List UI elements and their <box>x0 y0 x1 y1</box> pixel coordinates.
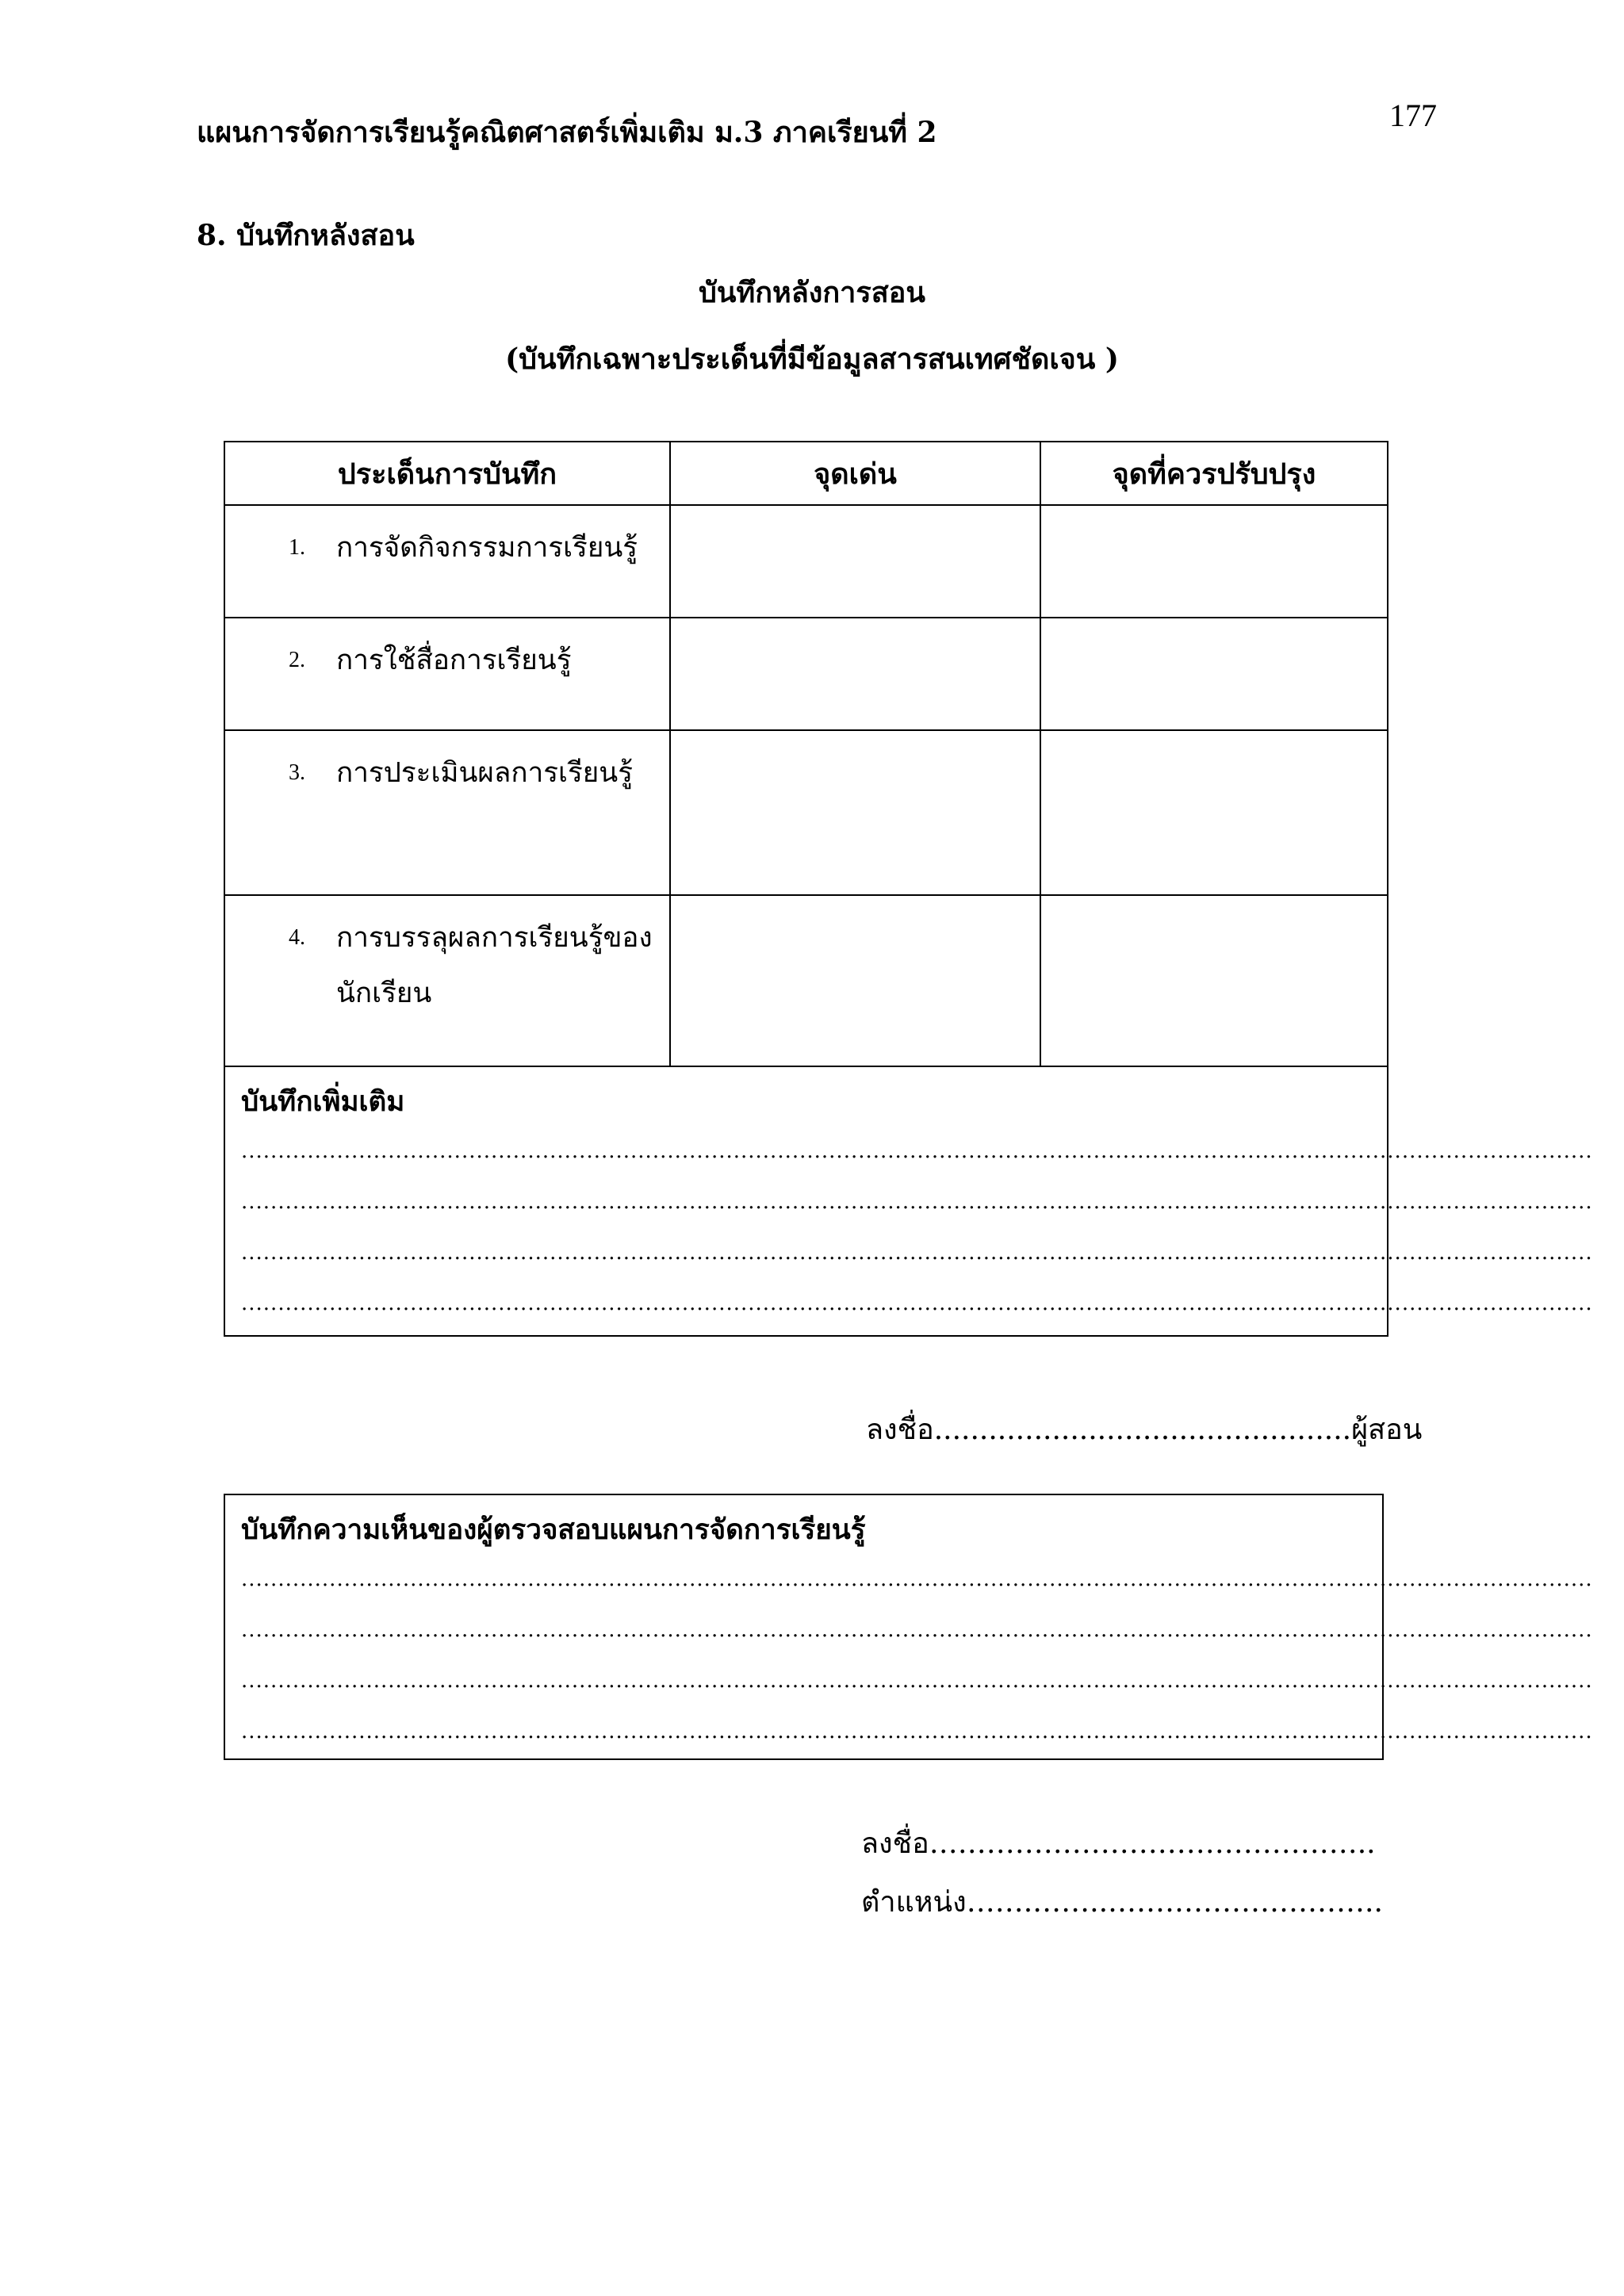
document-title: บันทึกหลังการสอน <box>699 276 925 309</box>
strengths-cell[interactable] <box>670 505 1040 618</box>
item-text: การบรรลุผลการเรียนรู้ของ นักเรียน <box>336 922 653 1009</box>
column-header-topic: ประเด็นการบันทึก <box>224 442 670 505</box>
dotted-line: ........................................................................................................................................................................................ <box>241 1567 1593 1591</box>
improvements-cell[interactable] <box>1040 505 1388 618</box>
dotted-line: ........................................................................................................................................................................................ <box>241 1669 1593 1693</box>
table-header-row <box>224 442 1388 505</box>
reviewer-signature-line: ลงชื่อ……………………………………….. <box>861 1827 1376 1860</box>
dotted-line: ........................................................................................................................................................................................ <box>241 1720 1593 1743</box>
improvements-cell[interactable] <box>1040 730 1388 895</box>
notes-label: บันทึกเพิ่มเติม <box>241 1085 405 1118</box>
reviewer-position-line: ตำแหน่ง…….……..……………………….. <box>861 1886 1383 1919</box>
dotted-line: ........................................................................................................................................................................................ <box>241 1292 1593 1315</box>
topic-cell <box>224 895 670 1066</box>
table-row <box>224 730 1388 895</box>
dotted-line: ........................................................................................................................................................................................ <box>241 1241 1593 1265</box>
improvements-cell[interactable] <box>1040 895 1388 1066</box>
reviewer-comment-box[interactable] <box>224 1494 1593 1760</box>
strengths-cell[interactable] <box>670 618 1040 730</box>
topic-cell <box>224 730 670 895</box>
dotted-line: ........................................................................................................................................................................................ <box>241 1139 1593 1163</box>
improvements-cell[interactable] <box>1040 618 1388 730</box>
item-text: การประเมินผลการเรียนรู้ <box>336 757 634 789</box>
topic-cell <box>224 505 670 618</box>
strengths-cell[interactable] <box>670 895 1040 1066</box>
notes-row <box>224 1066 1388 1336</box>
item-number: 4. <box>289 925 305 950</box>
notes-cell[interactable] <box>224 1066 1593 1336</box>
column-header-strengths: จุดเด่น <box>670 442 1040 505</box>
page-number: 177 <box>1389 98 1437 133</box>
page-header-title: แผนการจัดการเรียนรู้คณิตศาสตร์เพิ่มเติม ม.3 ภาคเรียนที่ 2 <box>197 116 937 149</box>
item-text: การจัดกิจกรรมการเรียนรู้ <box>336 532 638 564</box>
item-number: 2. <box>289 648 305 672</box>
dotted-line: ........................................................................................................................................................................................ <box>241 1618 1593 1642</box>
document-subtitle: (บันทึกเฉพาะประเด็นที่มีข้อมูลสารสนเทศชัดเจน ) <box>505 342 1119 376</box>
post-teaching-record-table <box>224 441 1593 1337</box>
table-row <box>224 895 1388 1066</box>
strengths-cell[interactable] <box>670 730 1040 895</box>
dotted-line: ........................................................................................................................................................................................ <box>241 1190 1593 1214</box>
column-header-improvements: จุดที่ควรปรับปรุง <box>1040 442 1388 505</box>
section-heading: 8. บันทึกหลังสอน <box>197 219 415 252</box>
item-number: 3. <box>289 760 305 785</box>
table-row <box>224 505 1388 618</box>
table-row <box>224 618 1388 730</box>
reviewer-comment-label: บันทึกความเห็นของผู้ตรวจสอบแผนการจัดการเรียนรู้ <box>241 1513 866 1546</box>
item-number: 1. <box>289 535 305 560</box>
topic-cell <box>224 618 670 730</box>
teacher-signature-line: ลงชื่อ..............................................ผู้สอน <box>866 1414 1423 1446</box>
item-text: การใช้สื่อการเรียนรู้ <box>336 645 572 676</box>
